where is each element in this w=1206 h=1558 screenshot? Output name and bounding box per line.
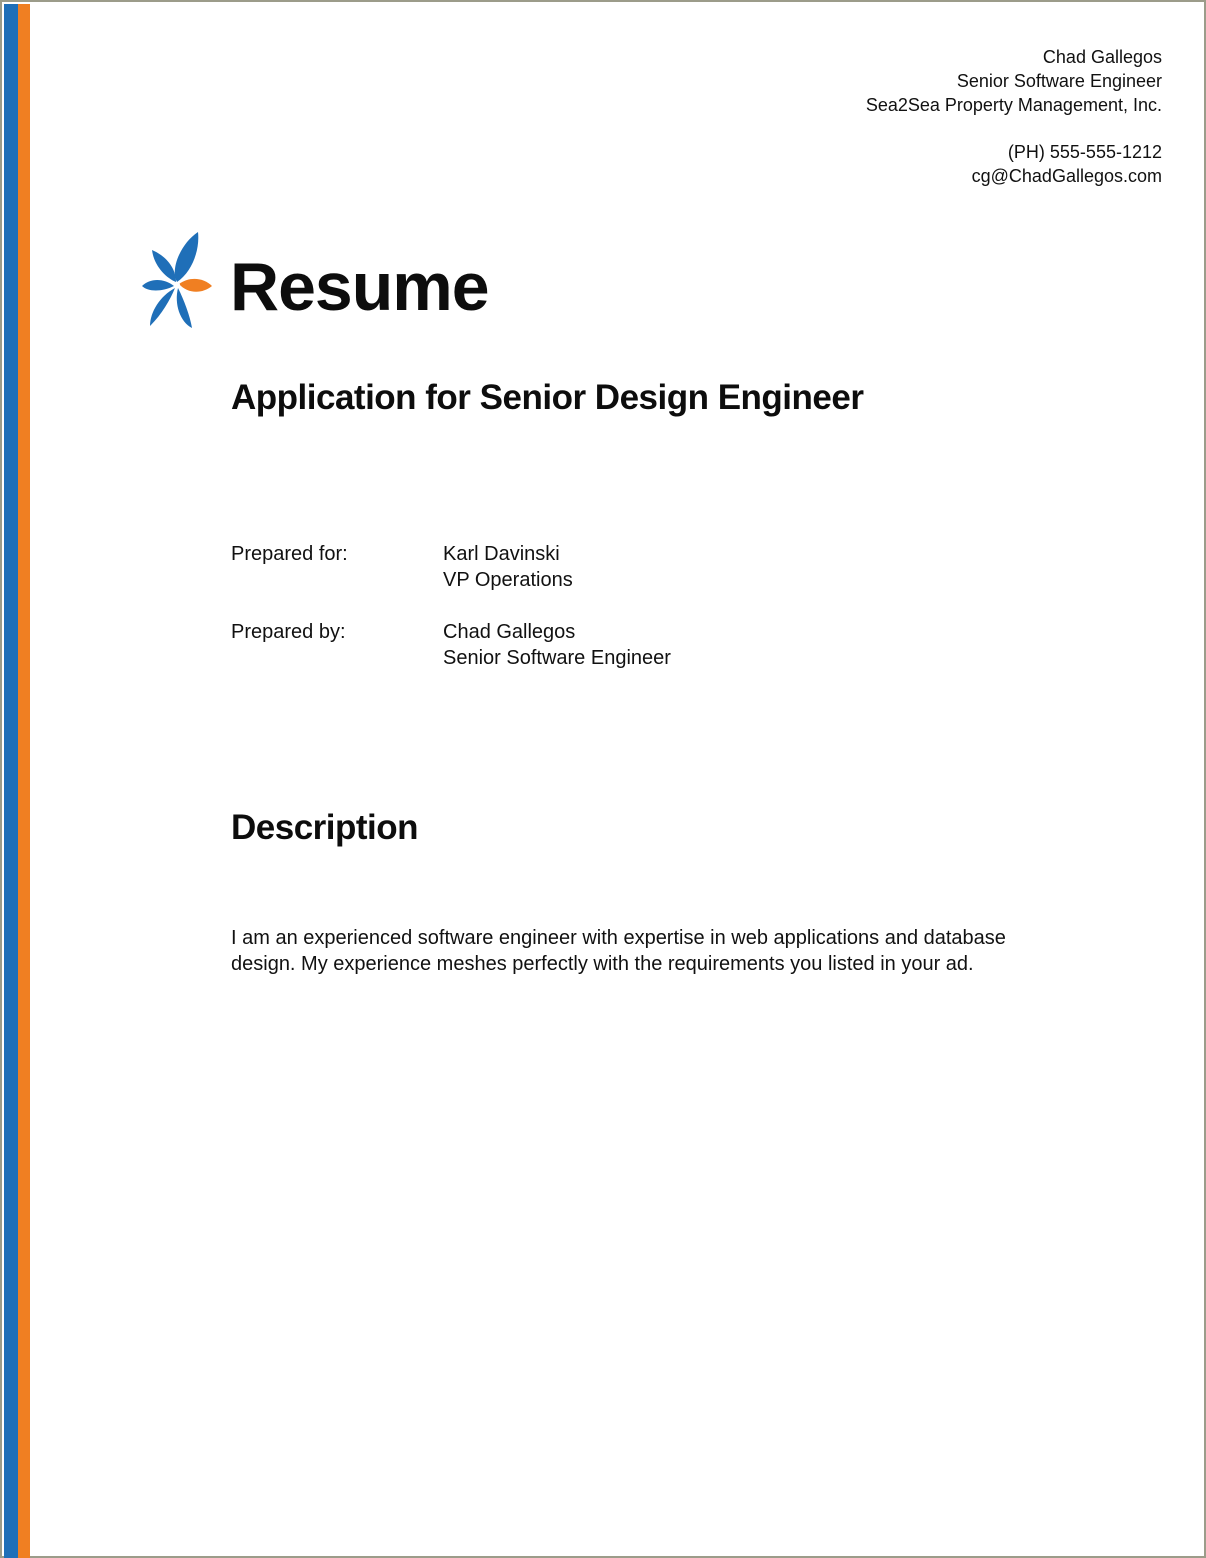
left-orange-stripe [18,4,30,1558]
prepared-by-title: Senior Software Engineer [443,647,671,669]
contact-phone: (PH) 555-555-1212 [1007,142,1162,162]
contact-name: Chad Gallegos [1042,47,1162,67]
contact-block [866,45,1162,188]
flower-logo-icon [140,230,214,330]
left-blue-stripe [4,4,18,1558]
prepared-for-name: Karl Davinski [443,543,560,565]
contact-company: Sea2Sea Property Management, Inc. [865,95,1162,115]
document-title: Resume [230,249,489,325]
prepared-by-label: Prepared by: [231,621,346,643]
description-text: I am an experienced software engineer with expertise in web applications and database design. My experience meshes perfectly with the requirements you listed in your ad. [231,927,1006,975]
prepared-by-name: Chad Gallegos [443,621,576,643]
prepared-for-value [443,541,573,593]
prepared-for-label: Prepared for: [231,543,348,565]
prepared-for-title: VP Operations [443,569,573,591]
application-title: Application for Senior Design Engineer [231,378,864,417]
contact-email: cg@ChadGallegos.com [971,166,1162,186]
prepared-by-value [443,619,671,671]
contact-title: Senior Software Engineer [956,71,1162,91]
description-heading: Description [231,808,419,847]
